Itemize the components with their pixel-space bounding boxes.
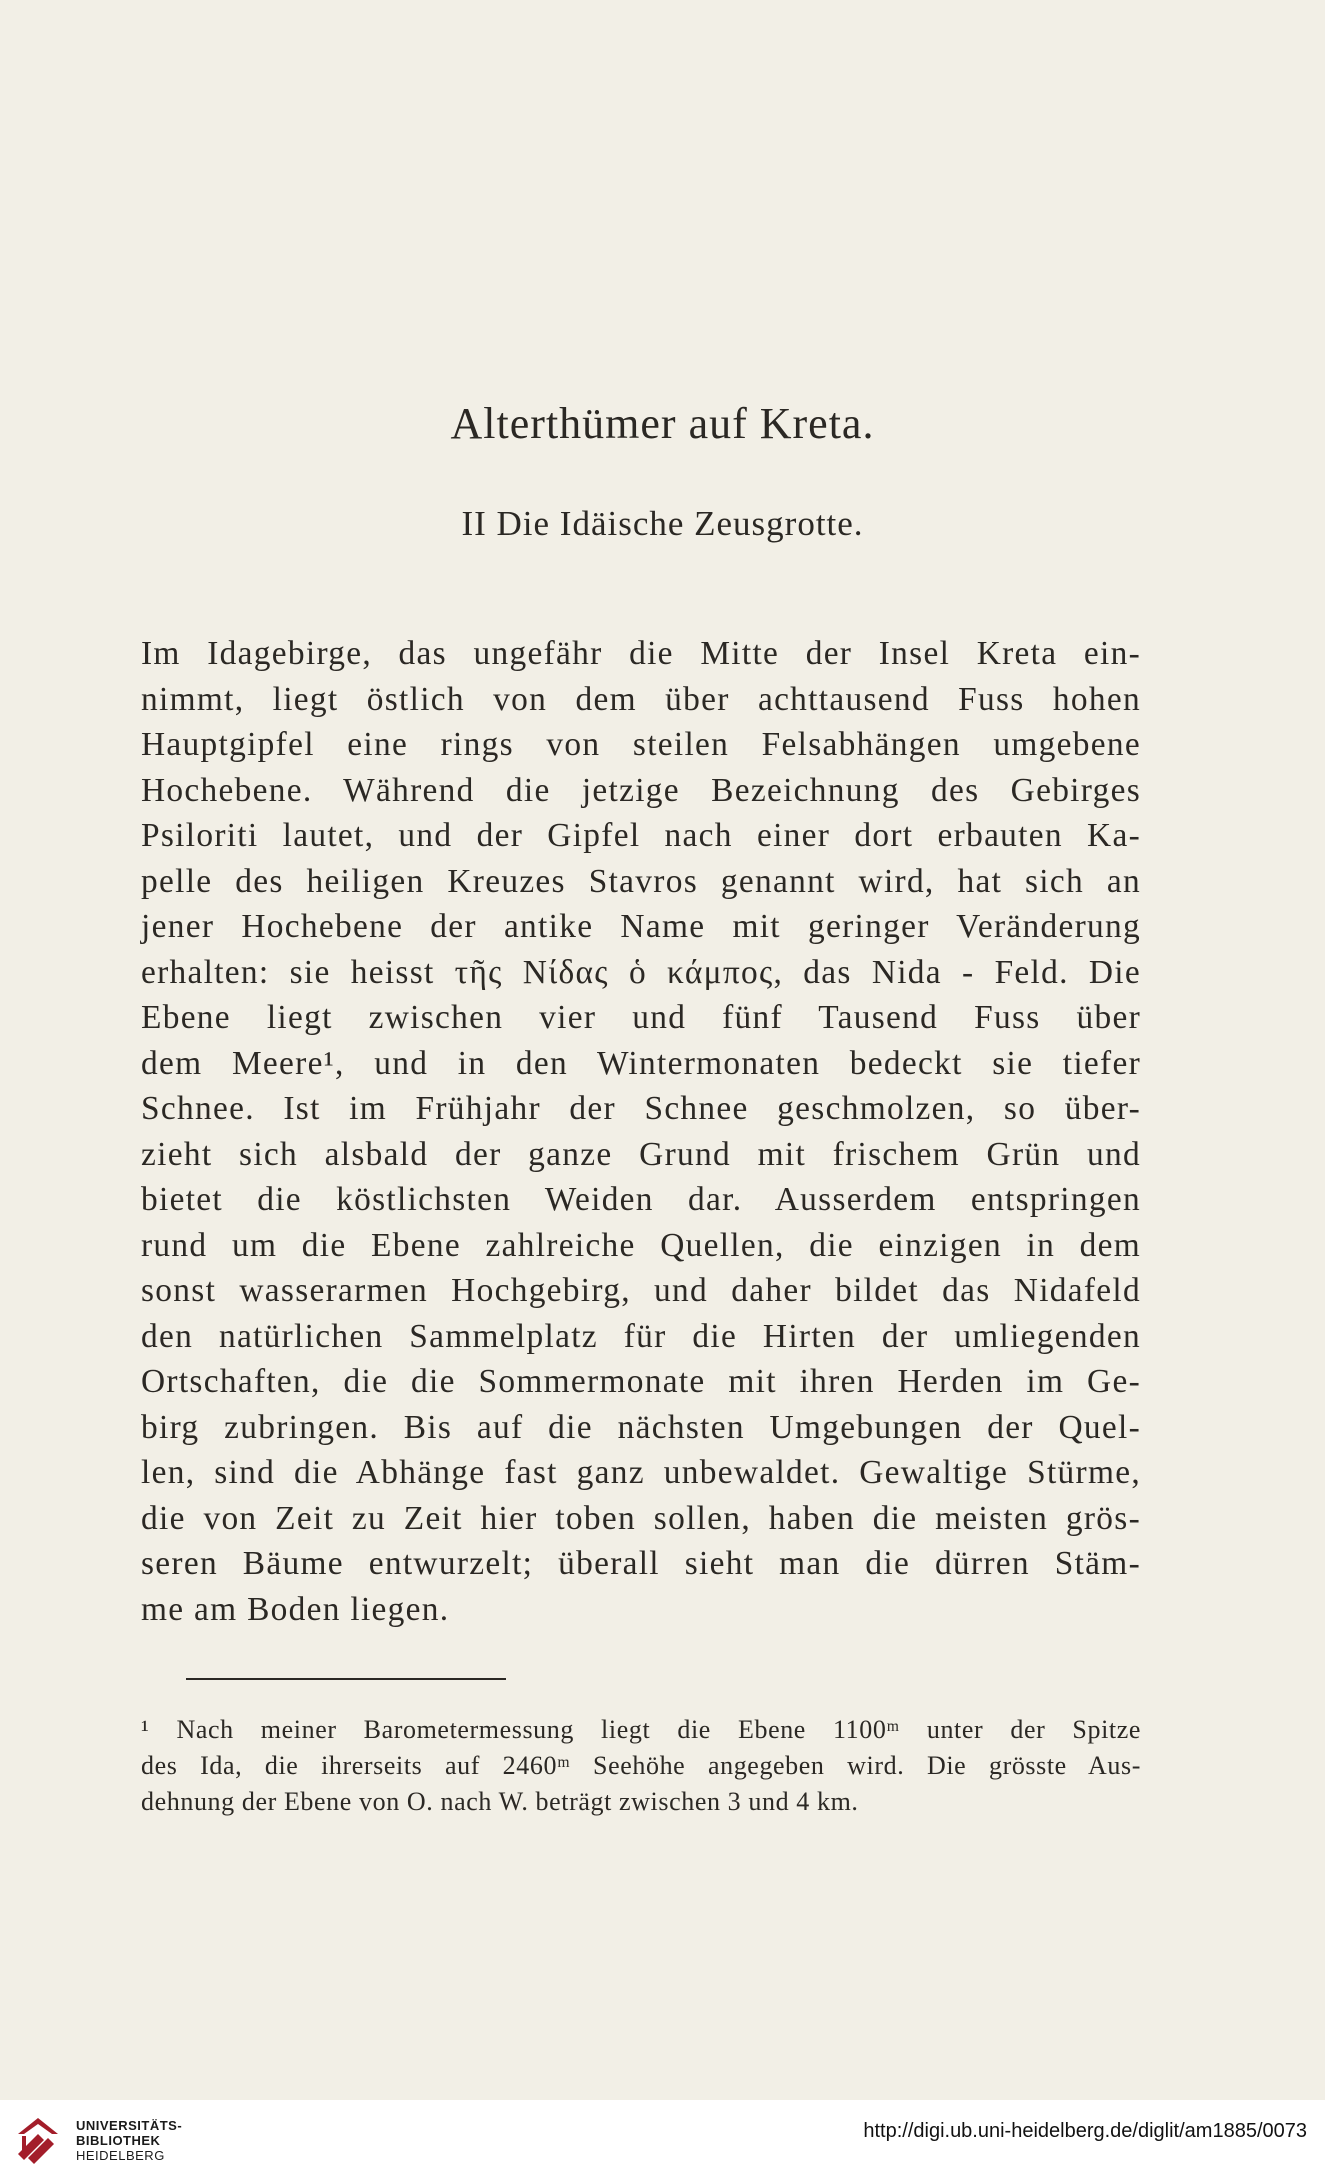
body-line: Psiloriti lautet, und der Gipfel nach einer dort erbauten Ka- bbox=[141, 817, 1141, 854]
body-line: birg zubringen. Bis auf die nächsten Umgebungen der Quel- bbox=[141, 1408, 1141, 1446]
body-line: len, sind die Abhänge fast ganz unbewaldet. Gewaltige Stürme, bbox=[141, 1454, 1141, 1491]
body-line: Hauptgipfel eine rings von steilen Felsabhängen umgebene bbox=[141, 726, 1141, 763]
body-line: Im Idagebirge, das ungefähr die Mitte der Insel Kreta ein- bbox=[141, 635, 1141, 672]
footnote-line: ¹ Nach meiner Barometermessung liegt die Ebene 1100ᵐ unter der Spitze bbox=[141, 1715, 1141, 1744]
library-name-line: BIBLIOTHEK bbox=[76, 2133, 161, 2148]
page-title: Alterthümer auf Kreta. bbox=[450, 399, 875, 448]
footnote bbox=[141, 1712, 1141, 1820]
body-line: bietet die köstlichsten Weiden dar. Ausserdem entspringen bbox=[141, 1181, 1141, 1218]
body-line: sonst wasserarmen Hochgebirg, und daher bildet das Nidafeld bbox=[141, 1272, 1141, 1309]
library-name-line: HEIDELBERG bbox=[76, 2148, 165, 2163]
body-line: seren Bäume entwurzelt; überall sieht man die dürren Stäm- bbox=[141, 1545, 1141, 1582]
body-line: erhalten: sie heisst τῆς Νίδας ὁ κάμπος, das Nida - Feld. Die bbox=[141, 953, 1141, 991]
body-line: rund um die Ebene zahlreiche Quellen, die einzigen in dem bbox=[141, 1226, 1141, 1264]
body-line: Schnee. Ist im Frühjahr der Schnee geschmolzen, so über- bbox=[141, 1090, 1141, 1127]
body-line: nimmt, liegt östlich von dem über achttausend Fuss hohen bbox=[141, 680, 1141, 718]
body-text bbox=[141, 631, 1141, 1632]
body-line: dem Meere¹, und in den Wintermonaten bedeckt sie tiefer bbox=[141, 1044, 1141, 1082]
body-line: jener Hochebene der antike Name mit geringer Veränderung bbox=[141, 908, 1141, 945]
heidelberg-library-logo-icon bbox=[14, 2114, 64, 2168]
body-line: Hochebene. Während die jetzige Bezeichnung des Gebirges bbox=[141, 771, 1141, 809]
footnote-line: des Ida, die ihrerseits auf 2460ᵐ Seehöhe angegeben wird. Die grösste Aus- bbox=[141, 1751, 1141, 1780]
body-line: die von Zeit zu Zeit hier toben sollen, haben die meisten grös- bbox=[141, 1499, 1141, 1537]
footer-bar bbox=[0, 2100, 1325, 2178]
library-name bbox=[76, 2118, 182, 2163]
footnote-line: dehnung der Ebene von O. nach W. beträgt zwischen 3 und 4 km. bbox=[141, 1787, 859, 1816]
body-line: pelle des heiligen Kreuzes Stavros genannt wird, hat sich an bbox=[141, 862, 1141, 900]
body-line: Ortschaften, die die Sommermonate mit ihren Herden im Ge- bbox=[141, 1363, 1141, 1400]
body-line: den natürlichen Sammelplatz für die Hirten der umliegenden bbox=[141, 1317, 1141, 1355]
source-url[interactable]: http://digi.ub.uni-heidelberg.de/diglit/am1885/0073 bbox=[863, 2120, 1307, 2142]
library-name-line: UNIVERSITÄTS- bbox=[76, 2118, 183, 2133]
body-line: zieht sich alsbald der ganze Grund mit frischem Grün und bbox=[141, 1135, 1141, 1173]
section-subtitle: II Die Idäische Zeusgrotte. bbox=[461, 504, 864, 543]
footnote-divider bbox=[186, 1678, 506, 1680]
body-line: me am Boden liegen. bbox=[141, 1590, 450, 1628]
body-line: Ebene liegt zwischen vier und fünf Tausend Fuss über bbox=[141, 999, 1141, 1036]
